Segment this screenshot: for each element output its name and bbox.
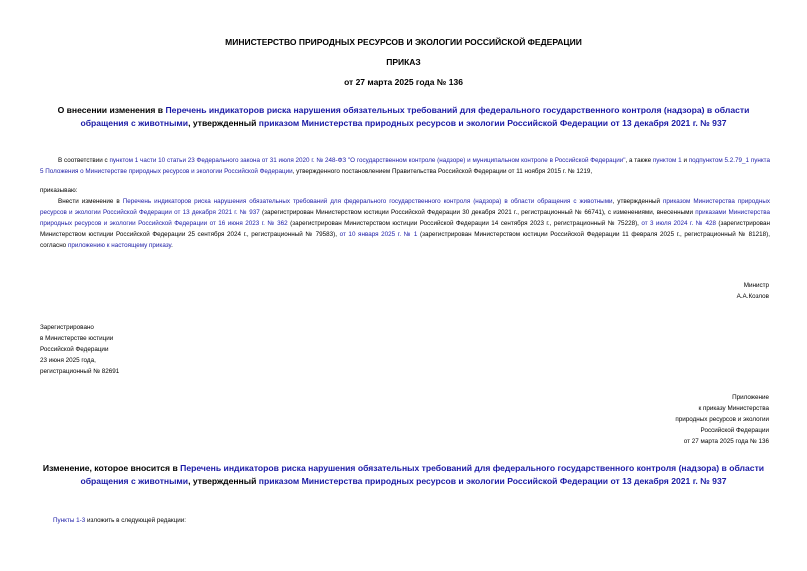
- body-text-5: (зарегистрирован Министерством юстиции Российской Федерации 25 сентября 2024 г., регистрационный № 79583),: [40, 220, 770, 238]
- body-text-7: .: [171, 242, 173, 249]
- preamble-link-law[interactable]: пунктом 1 части 10 статьи 23 Федерального закона от 31 июля 2020 г. № 248-ФЗ "О государственном контроле (надзоре) и муниципальном контроле в Российской Федерации": [109, 157, 626, 164]
- appendix-line-2: к приказу Министерства: [698, 405, 769, 412]
- signature-name: А.А.Козлов: [736, 293, 769, 300]
- body-text-4: (зарегистрирован Министерством юстиции Российской Федерации 14 сентября 2023 г., регистрационный № 75228),: [287, 220, 642, 227]
- change-title: [40, 462, 767, 488]
- title-link-list[interactable]: Перечень индикаторов риска нарушения обязательных требований для федерального государственного контроля (надзора) в области обращения с животными: [80, 105, 750, 128]
- body-text-6: (зарегистрирован Министерством юстиции Российской Федерации 11 февраля 2025 г., регистрационный № 81218), согласно: [40, 231, 770, 249]
- title-prefix: О внесении изменения в: [57, 105, 166, 115]
- registration-line-4: 23 июня 2025 года,: [40, 357, 96, 364]
- preamble-paragraph: [40, 155, 770, 177]
- body-link-order-2024[interactable]: от 3 июля 2024 г. № 428: [641, 220, 716, 227]
- last-line-text: изложить в следующей редакции:: [85, 517, 187, 524]
- appendix-line-1: Приложение: [732, 394, 769, 401]
- preamble-text-1: В соответствии с: [58, 157, 110, 164]
- order-title: [40, 104, 767, 130]
- title-middle: , утвержденный: [188, 118, 259, 128]
- preamble-link-punkt[interactable]: пунктом 1: [652, 157, 682, 164]
- registration-line-5: регистрационный № 82691: [40, 368, 120, 375]
- preamble-text-2: , а также: [625, 157, 653, 164]
- preamble-text-4: , утвержденного постановлением Правительства Российской Федерации от 11 ноября 2015 г. № 1219,: [292, 168, 593, 175]
- appendix-line-3: природных ресурсов и экологии: [675, 416, 769, 423]
- registration-block: [40, 322, 240, 377]
- body-text-1: Внести изменение в: [58, 198, 123, 205]
- last-line: [53, 515, 186, 526]
- change-title-middle: , утвержденный: [188, 476, 259, 486]
- registration-line-1: Зарегистрировано: [40, 324, 94, 331]
- ministry-heading: МИНИСТЕРСТВО ПРИРОДНЫХ РЕСУРСОВ И ЭКОЛОГИИ РОССИЙСКОЙ ФЕДЕРАЦИИ: [225, 37, 582, 47]
- registration-line-3: Российской Федерации: [40, 346, 109, 353]
- body-link-order-2025[interactable]: от 10 января 2025 г. № 1: [339, 231, 418, 238]
- change-title-link-order[interactable]: приказом Министерства природных ресурсов и экологии Российской Федерации от 13 декабря 2021 г. № 937: [258, 476, 727, 486]
- preamble-text-3: и: [681, 157, 689, 164]
- appendix-block: [569, 392, 769, 447]
- punkty-link[interactable]: Пункты 1-3: [53, 517, 86, 524]
- body-text-3: (зарегистрирован Министерством юстиции Российской Федерации 30 декабря 2021 г., регистрационный № 66741), с изменениями, внесенными: [259, 209, 696, 216]
- main-paragraph: [40, 196, 770, 251]
- signature-role: Министр: [743, 282, 769, 289]
- body-link-orders-2023[interactable]: приказами Министерства природных ресурсов и экологии Российской Федерации от 16 июня 2023 г. № 362: [40, 209, 770, 227]
- body-link-list[interactable]: Перечень индикаторов риска нарушения обязательных требований для федерального государственного контроля (надзора) в области обращения с животными: [122, 198, 613, 205]
- change-title-prefix: Изменение, которое вносится в: [42, 463, 181, 473]
- body-link-order[interactable]: приказом Министерства природных ресурсов и экологии Российской Федерации от 13 декабря 2021 г. № 937: [40, 198, 770, 216]
- body-text-2: , утвержденный: [612, 198, 663, 205]
- body-link-appendix[interactable]: приложению к настоящему приказу: [67, 242, 172, 249]
- appendix-line-5: от 27 марта 2025 года № 136: [683, 438, 769, 445]
- change-title-link-list[interactable]: Перечень индикаторов риска нарушения обязательных требований для федерального государственного контроля (надзора) в области обращения с животными: [80, 463, 765, 486]
- doc-date-number: от 27 марта 2025 года № 136: [344, 77, 463, 87]
- doc-type-heading: ПРИКАЗ: [386, 57, 421, 67]
- registration-line-2: в Министерстве юстиции: [40, 335, 114, 342]
- title-link-order[interactable]: приказом Министерства природных ресурсов и экологии Российской Федерации от 13 декабря 2021 г. № 937: [258, 118, 727, 128]
- prikazyvayu: приказываю:: [40, 187, 78, 194]
- appendix-line-4: Российской Федерации: [700, 427, 769, 434]
- preamble-link-subpunkt[interactable]: подпунктом 5.2.79_1 пункта 5 Положения о Министерстве природных ресурсов и экологии Российской Федерации: [40, 157, 770, 175]
